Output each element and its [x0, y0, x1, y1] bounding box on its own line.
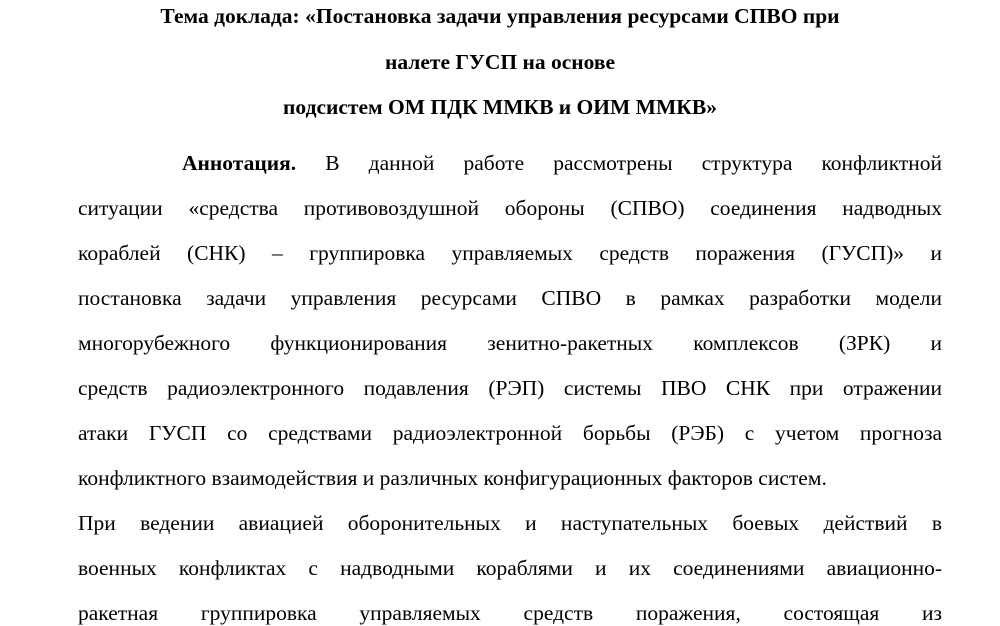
report-title-line-3: подсистем ОМ ПДК ММКВ и ОИМ ММКВ»	[283, 95, 717, 119]
abstract-line: атаки ГУСП со средствами радиоэлектронной борьбы (РЭБ) с учетом прогноза	[78, 421, 942, 445]
abstract-line: военных конфликтах с надводными кораблями и их соединениями авиационно-	[78, 556, 942, 580]
abstract-line: многорубежного функционирования зенитно-ракетных комплексов (ЗРК) и	[78, 331, 942, 355]
abstract-line: ситуации «средства противовоздушной обороны (СПВО) соединения надводных	[78, 196, 942, 220]
abstract-line: ракетная группировка управляемых средств поражения, состоящая из	[78, 601, 942, 625]
abstract-line: конфликтного взаимодействия и различных конфигурационных факторов систем.	[78, 466, 827, 490]
abstract-line: постановка задачи управления ресурсами СПВО в рамках разработки модели	[78, 286, 942, 310]
report-title-line-1: Тема доклада: «Постановка задачи управления ресурсами СПВО при	[160, 4, 840, 28]
abstract-line: В данной работе рассмотрены структура конфликтной	[325, 151, 943, 175]
report-title-line-2: налете ГУСП на основе	[384, 50, 616, 74]
abstract-line: средств радиоэлектронного подавления (РЭП) системы ПВО СНК при отражении	[78, 376, 942, 400]
abstract-label: Аннотация.	[182, 151, 297, 175]
abstract-line: При ведении авиацией оборонительных и наступательных боевых действий в	[78, 511, 942, 535]
abstract-first-line	[182, 150, 942, 176]
abstract-line: кораблей (СНК) – группировка управляемых средств поражения (ГУСП)» и	[78, 241, 942, 265]
